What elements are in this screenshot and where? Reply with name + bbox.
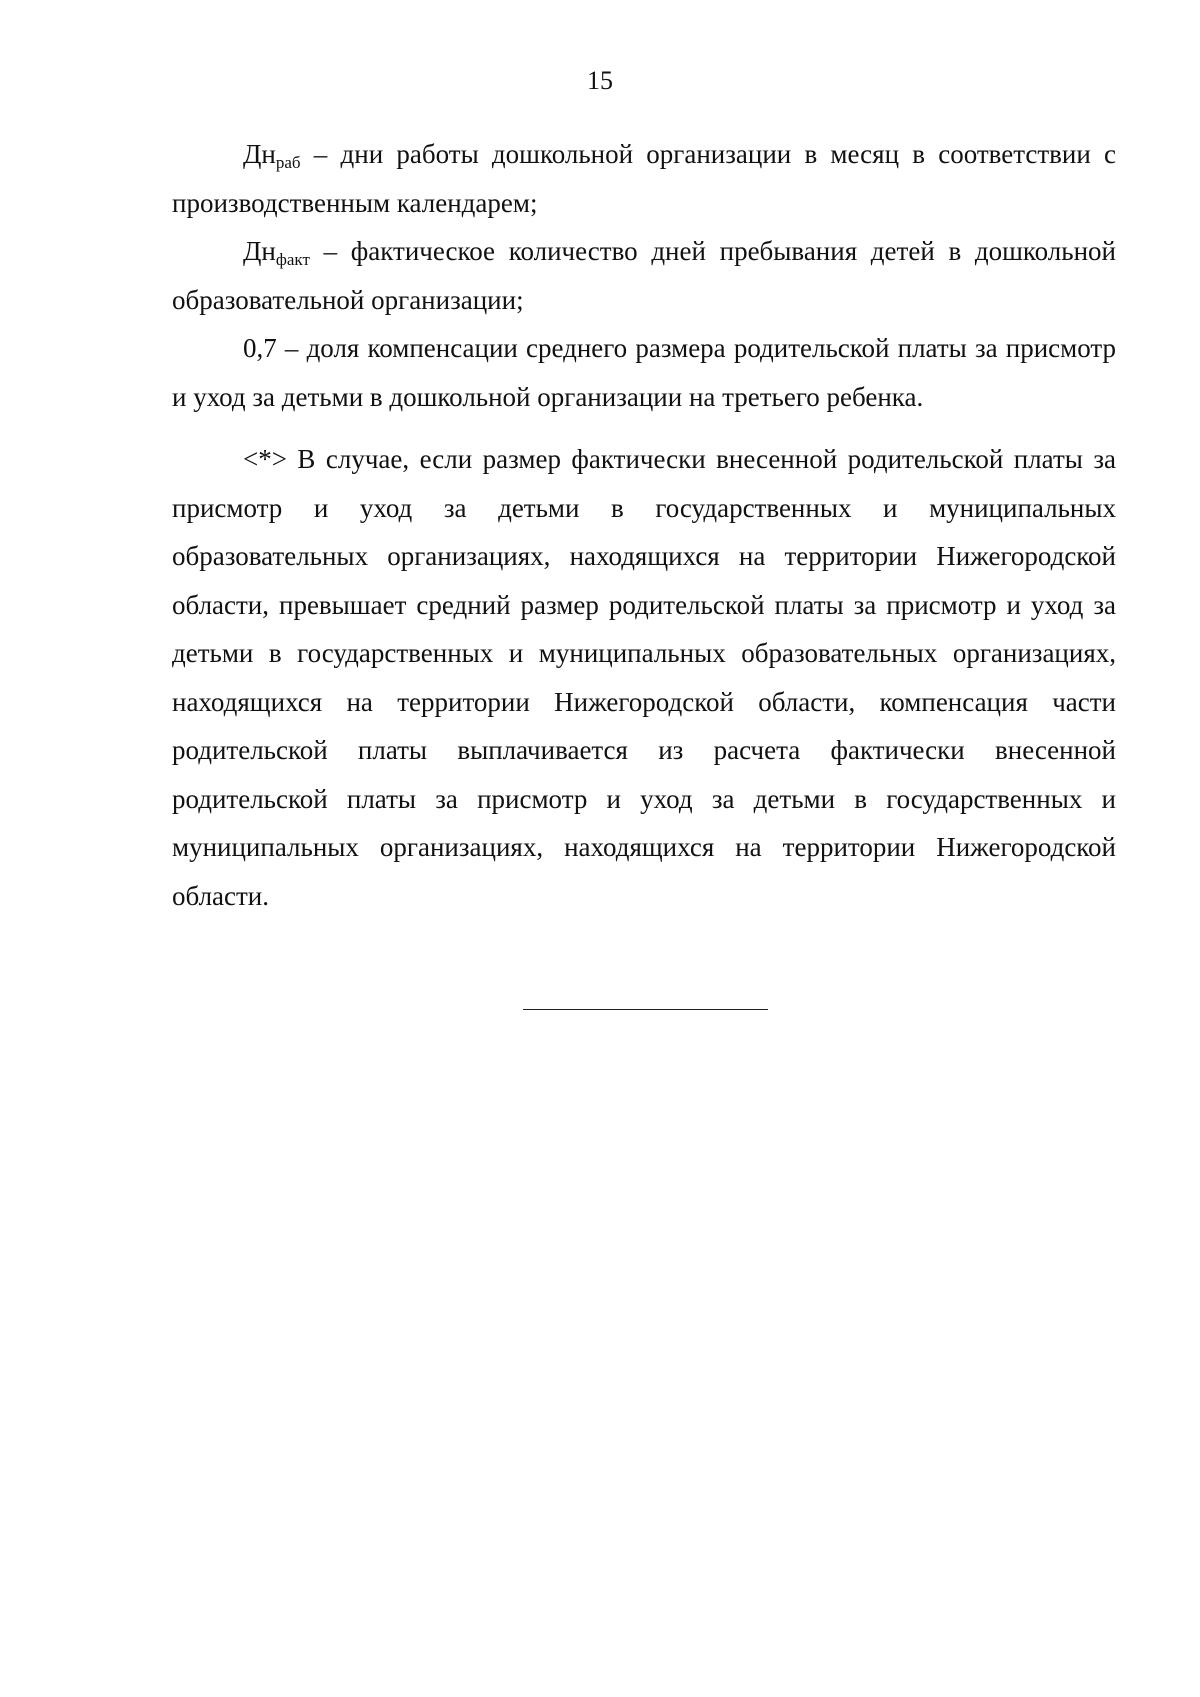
footnote-paragraph: <*> В случае, если размер фактически внесенной родительской платы за присмотр и уход за детьми в государственных и муниципальных образовательных организациях, находящихся на территории Нижегородской области, превышает средний размер родительской платы за присмотр и уход за детьми в государственных и муниципальных образовательных организациях, находящихся на территории Нижегородской области, компенсация части родительской платы выплачивается из расчета фактически внесенной родительской платы за присмотр и уход за детьми в государственных и муниципальных организациях, находящихся на территории Нижегородской области.: [172, 444, 1116, 911]
definition-text: – доля компенсации среднего размера родительской платы за присмотр и уход за детьми в дошкольной организации на третьего ребенка.: [172, 333, 1116, 412]
definition-text: – фактическое количество дней пребывания детей в дошкольной образовательной организации;: [172, 236, 1116, 315]
document-body: [172, 130, 1116, 920]
page-number: 15: [587, 66, 613, 95]
definition-symbol: Дн: [243, 236, 276, 266]
definition-text: – дни работы дошкольной организации в месяц в соответствии с производственным календарем;: [172, 139, 1116, 218]
definition-dn-fakt: [172, 227, 1116, 324]
definition-subscript: факт: [275, 250, 310, 269]
definition-dn-rab: [172, 130, 1116, 227]
definition-symbol: Дн: [243, 139, 276, 169]
definition-symbol: 0,7: [243, 333, 277, 363]
definition-subscript: раб: [275, 153, 301, 172]
end-divider-line: [523, 1009, 768, 1010]
definition-coefficient: [172, 324, 1116, 421]
